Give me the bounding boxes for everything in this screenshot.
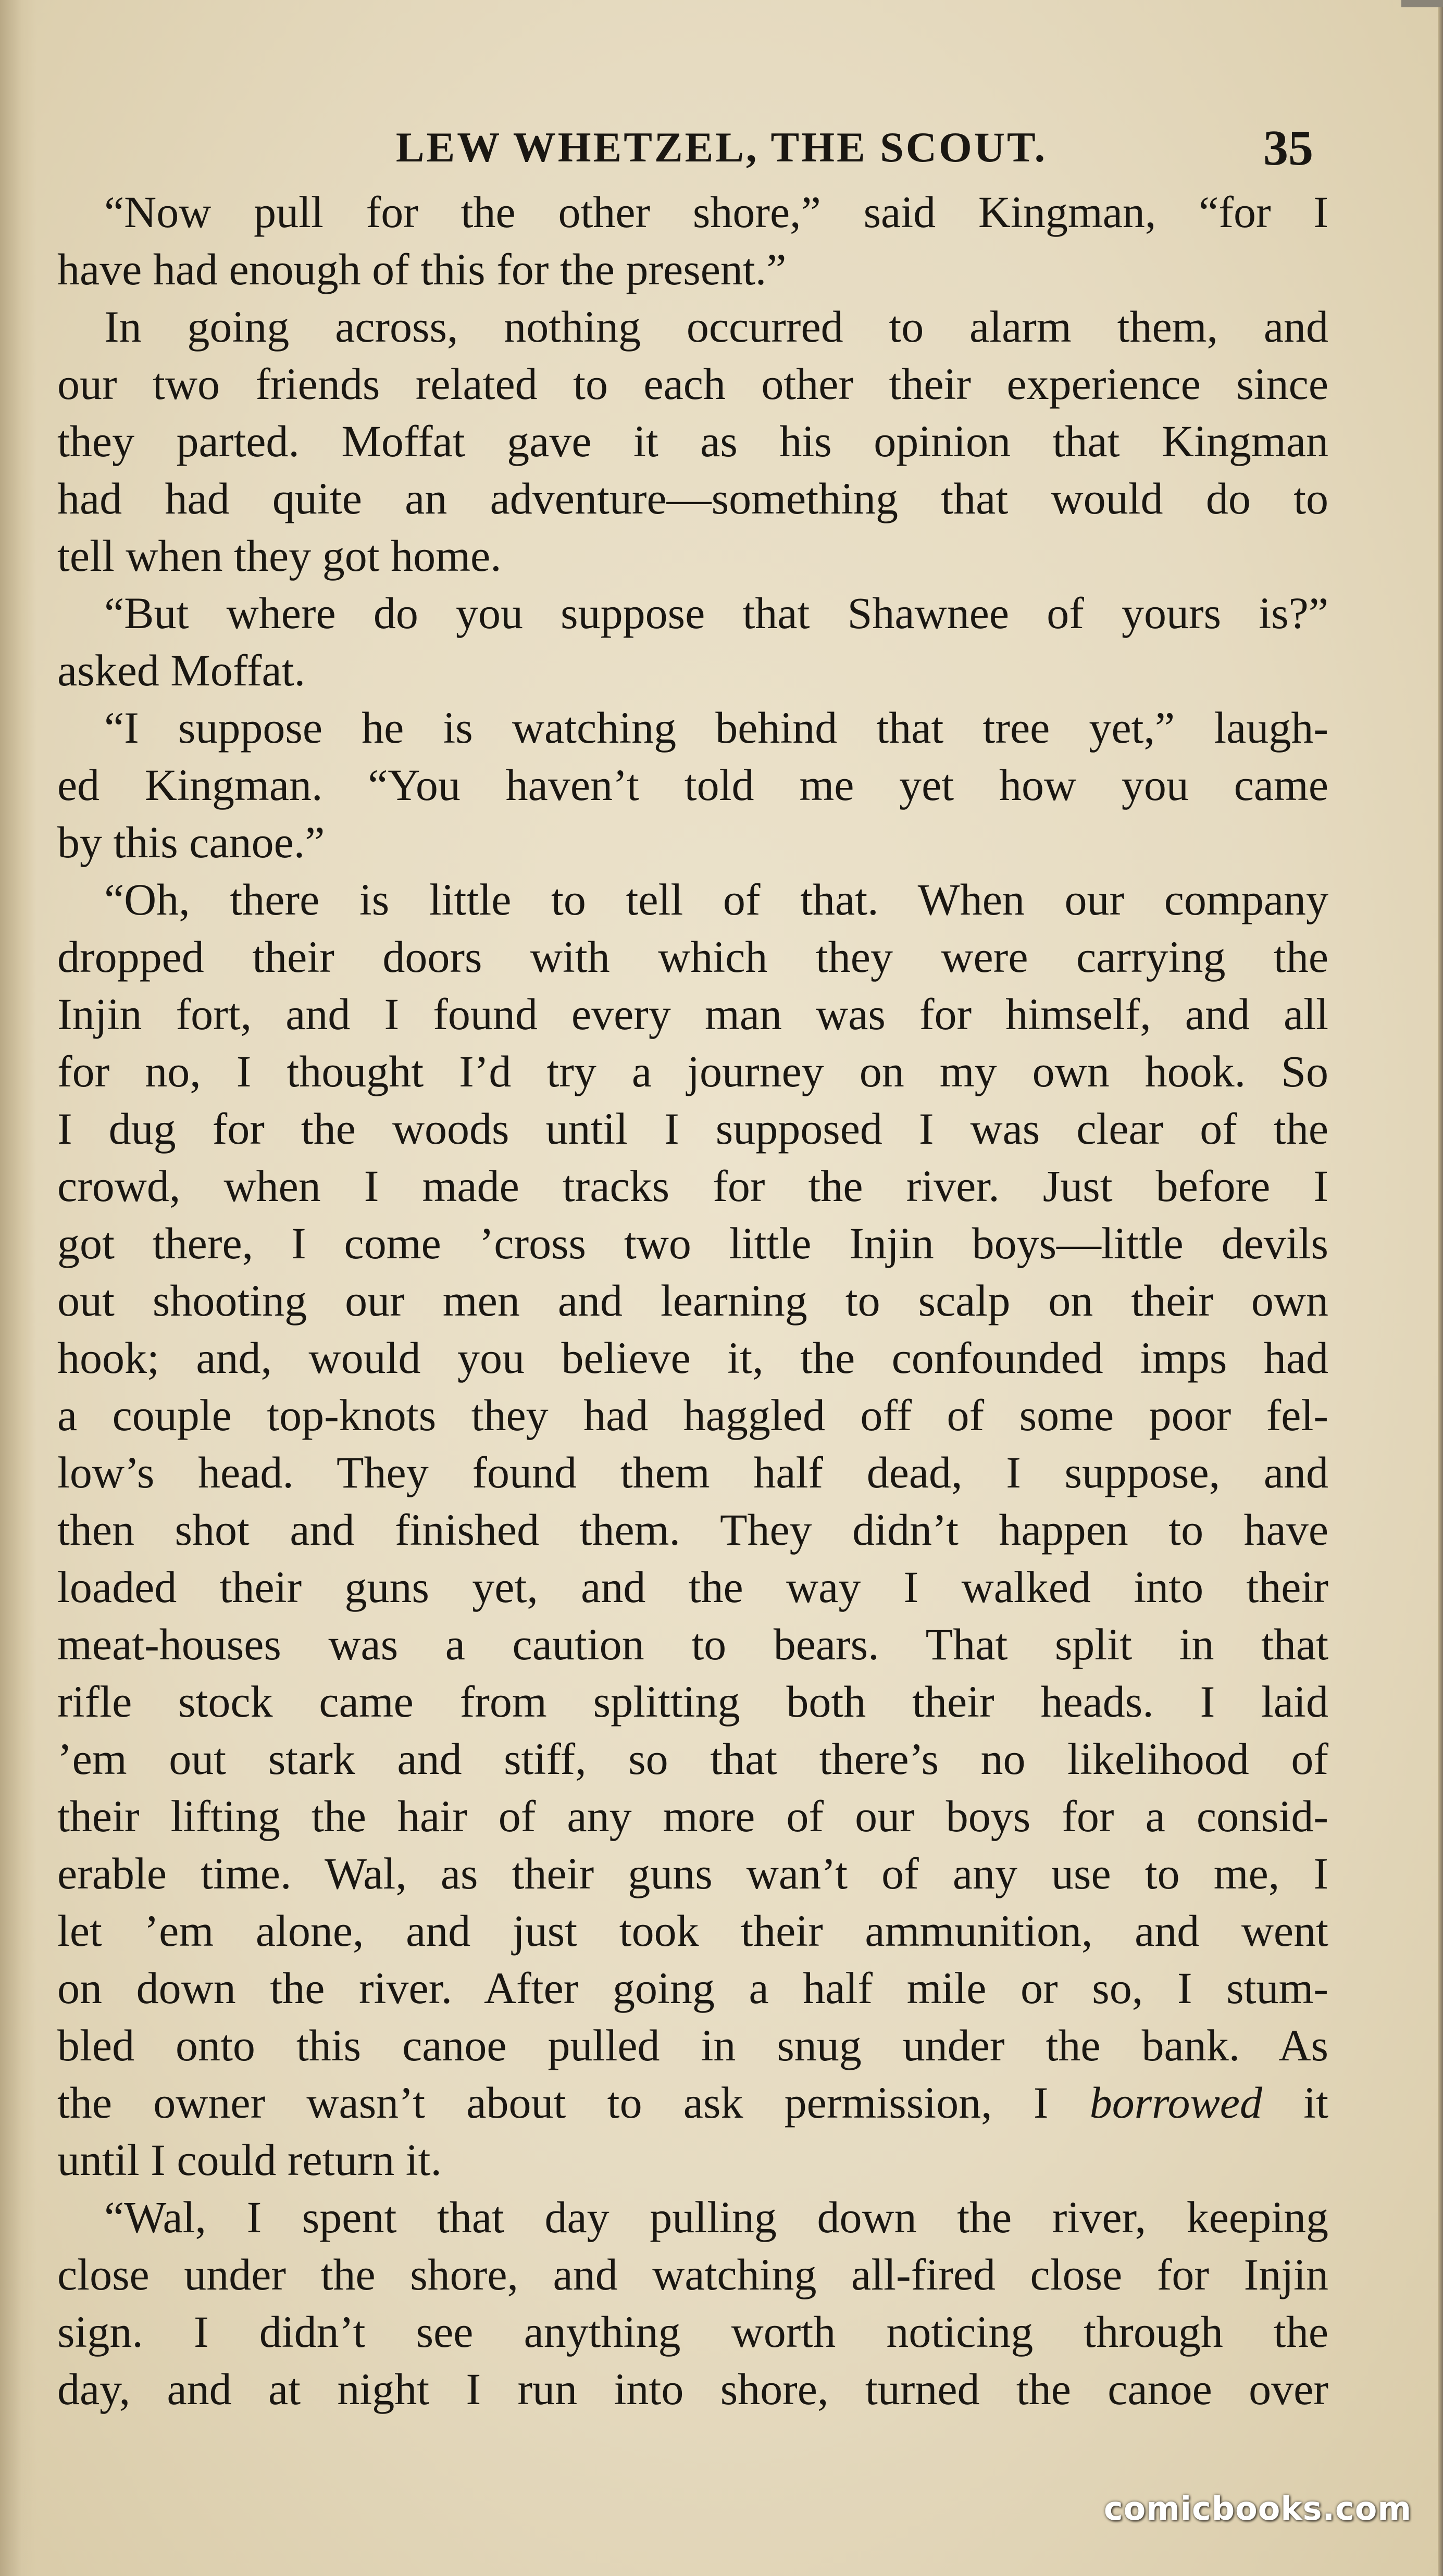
text-line: our two friends related to each other their experience since bbox=[57, 359, 1328, 409]
text-line: for no, I thought I’d try a journey on my own hook. So bbox=[57, 1046, 1328, 1096]
page-gutter-shadow bbox=[0, 0, 36, 2576]
text-line: had had quite an adventure—something that would do to bbox=[57, 473, 1328, 523]
text-line: bled onto this canoe pulled in snug under the bank. As bbox=[57, 2020, 1328, 2070]
watermark: comicbooks.com bbox=[1103, 2490, 1412, 2528]
text-line: low’s head. They found them half dead, I suppose, and bbox=[57, 1447, 1328, 1497]
text-line: a couple top-knots they had haggled off of some poor fel- bbox=[57, 1390, 1328, 1440]
text-line: Injin fort, and I found every man was for himself, and all bbox=[57, 989, 1328, 1039]
text-line: meat-houses was a caution to bears. That split in that bbox=[57, 1619, 1328, 1669]
text-line: “Wal, I spent that day pulling down the river, keeping bbox=[104, 2192, 1328, 2242]
text-line: got there, I come ’cross two little Injin boys—little devils bbox=[57, 1218, 1328, 1268]
text-line: rifle stock came from splitting both their heads. I laid bbox=[57, 1677, 1328, 1727]
text-line: on down the river. After going a half mile or so, I stum- bbox=[57, 1963, 1328, 2013]
text-line: by this canoe.” bbox=[57, 817, 325, 867]
text-line: day, and at night I run into shore, turned the canoe over bbox=[57, 2364, 1328, 2414]
text-line: sign. I didn’t see anything worth noticing through the bbox=[57, 2307, 1328, 2357]
page-edge bbox=[1438, 0, 1443, 2576]
text-line: have had enough of this for the present.” bbox=[57, 244, 787, 294]
text-line: out shooting our men and learning to scalp on their own bbox=[57, 1276, 1328, 1325]
text-line: In going across, nothing occurred to alarm them, and bbox=[104, 302, 1328, 352]
page-number: 35 bbox=[1263, 120, 1313, 176]
text-line: let ’em alone, and just took their ammunition, and went bbox=[57, 1906, 1328, 1956]
text-segment: it bbox=[1303, 2078, 1329, 2128]
running-head: LEW WHETZEL, THE SCOUT. bbox=[395, 123, 1048, 171]
text-line: crowd, when I made tracks for the river. Just before I bbox=[57, 1161, 1328, 1211]
text-line: hook; and, would you believe it, the confounded imps had bbox=[57, 1333, 1328, 1383]
italic-word: borrowed bbox=[1089, 2078, 1262, 2128]
text-line: asked Moffat. bbox=[57, 645, 306, 695]
text-line: loaded their guns yet, and the way I walked into their bbox=[57, 1562, 1328, 1612]
text-line: then shot and finished them. They didn’t happen to have bbox=[57, 1505, 1328, 1555]
text-line: erable time. Wal, as their guns wan’t of any use to me, I bbox=[57, 1848, 1328, 1898]
page-corner bbox=[1401, 0, 1443, 7]
text-line: close under the shore, and watching all-fired close for Injin bbox=[57, 2249, 1328, 2299]
text-line: dropped their doors with which they were carrying the bbox=[57, 932, 1328, 982]
text-line: “Oh, there is little to tell of that. When our company bbox=[104, 874, 1328, 924]
text-line: tell when they got home. bbox=[57, 531, 502, 581]
text-line: “Now pull for the other shore,” said Kingman, “for I bbox=[104, 187, 1328, 237]
text-segment: the owner wasn’t about to ask permission, I bbox=[57, 2078, 1049, 2128]
page-header bbox=[0, 119, 1443, 181]
text-line: ed Kingman. “You haven’t told me yet how you came bbox=[57, 760, 1328, 810]
text-line-with-italic bbox=[57, 2074, 1328, 2131]
text-line: I dug for the woods until I supposed I was clear of the bbox=[57, 1104, 1328, 1154]
text-line: until I could return it. bbox=[57, 2135, 442, 2185]
text-line: they parted. Moffat gave it as his opinion that Kingman bbox=[57, 416, 1328, 466]
text-line: “But where do you suppose that Shawnee of yours is?” bbox=[104, 588, 1328, 638]
text-line: “I suppose he is watching behind that tree yet,” laugh- bbox=[104, 703, 1328, 753]
text-line: their lifting the hair of any more of our boys for a consid- bbox=[57, 1791, 1328, 1841]
text-line: ’em out stark and stiff, so that there’s no likelihood of bbox=[57, 1734, 1328, 1784]
